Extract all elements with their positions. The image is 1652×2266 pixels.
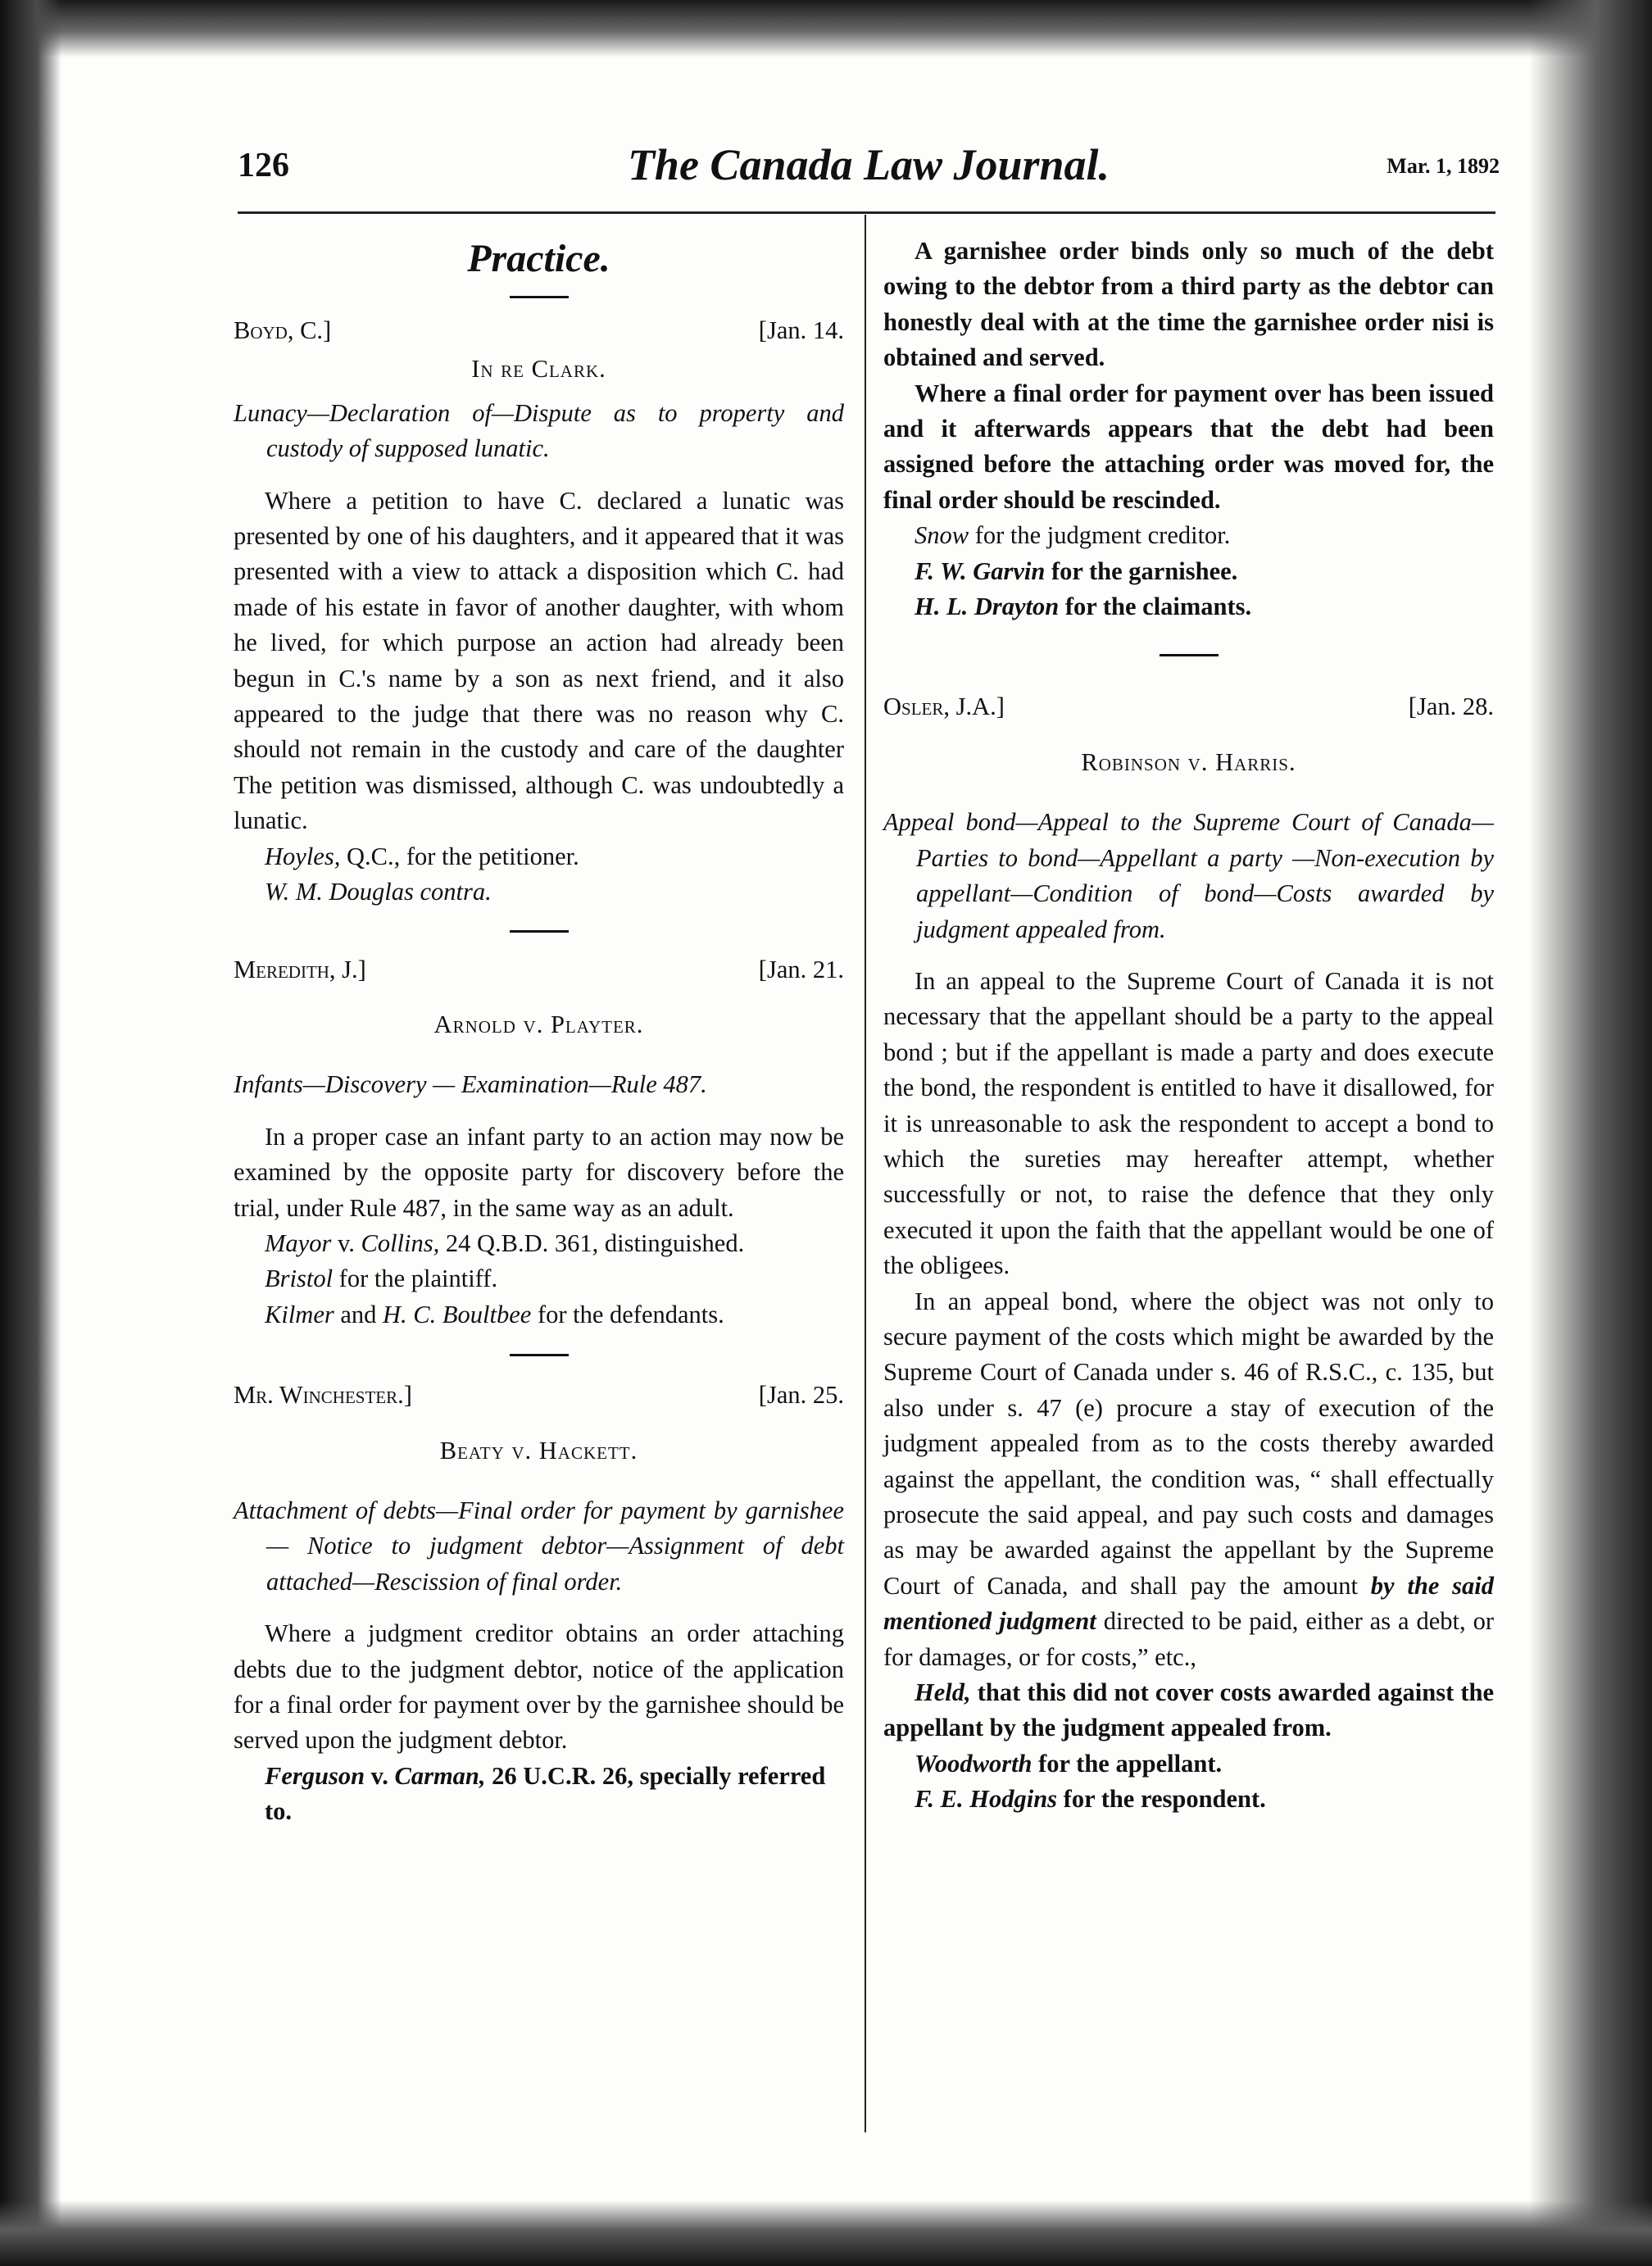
- case-body: Where a petition to have C. declared a lunatic was presented by one of his daughters, and it appeared that it was presented with a view to attack a disposition which C. had made of his estate in favor of another daughter, with whom he lived, for which purpose an action had already been begun in C.'s name by a son as next friend, and it also appeared to the judge that there was no reason why C. should not remain in the custody and care of the daughter The petition was dismissed, although C. was undoubtedly a lunatic.: [234, 486, 844, 835]
- citation-ref: 24 Q.B.D. 361, distinguished.: [439, 1228, 745, 1257]
- counsel-name: H. L. Drayton: [914, 593, 1060, 621]
- case-body: In an appeal to the Supreme Court of Canada it is not necessary that the appellant should be a party to the appeal bond ; but if the appellant is made a party and does execute the bond, the respondent is entitled to have it disallowed, for it is unreasonable to ask the respondent to accept a bond to which the sureties may hereafter attempt, whether successfully or not, to raise the defence that they only executed it upon the faith that the appellant would be one of the obligees.: [883, 966, 1494, 1280]
- case-date: [Jan. 21.: [758, 955, 844, 983]
- counsel-role: for the respondent.: [1057, 1785, 1266, 1814]
- case-title: Arnold v. Playter.: [433, 1010, 644, 1038]
- counsel-role: for the plaintiff.: [333, 1265, 498, 1293]
- counsel-and: and: [334, 1300, 384, 1328]
- held-label: Held,: [914, 1678, 971, 1707]
- citation-party: Collins,: [361, 1228, 440, 1257]
- scan-edge-right: [1529, 0, 1652, 2266]
- citation-line: [234, 1759, 844, 1830]
- journal-title: The Canada Law Journal.: [627, 140, 1110, 189]
- holding: [883, 1675, 1494, 1746]
- case-judge-line: [234, 1378, 844, 1413]
- scan-edge-left: [0, 0, 61, 2266]
- citation-v: v.: [331, 1228, 361, 1257]
- counsel-name: H. C. Boultbee: [383, 1300, 532, 1328]
- counsel-name: Hoyles,: [265, 842, 341, 870]
- citation-party: Ferguson: [265, 1761, 365, 1790]
- case-body: A garnishee order binds only so much of the debt owing to the debtor from a third party as the debtor can honestly deal with at the time the garnishee order nisi is obtained and served.: [883, 237, 1494, 372]
- judge-name: Osler, J.A.]: [883, 693, 1005, 721]
- case-separator: [510, 930, 569, 933]
- case-judge-line: [234, 313, 844, 348]
- case-title: Robinson v. Harris.: [1081, 747, 1296, 776]
- case-separator: [1160, 654, 1219, 656]
- case-title: In re Clark.: [471, 355, 606, 384]
- page-header: [238, 139, 1500, 197]
- body-text: In an appeal bond, where the object was not only to secure payment of the costs which might be awarded by the Supreme Court of Canada under s. 46 of R.S.C., c. 135, but also under s. 47 (e) procure a stay of execution of the judgment appealed from as to the costs thereby awarded against the appellant, the condition was, “ shall effectually prosecute the said appeal, and pay such costs and damages as may be awarded against the appellant by the Supreme Court of Canada, and shall pay the amount: [883, 1287, 1494, 1600]
- case-topic: Infants—Discovery — Examination—Rule 487.: [234, 1070, 707, 1099]
- citation-v: v.: [365, 1761, 395, 1790]
- counsel-role: for the garnishee.: [1045, 556, 1238, 585]
- section-title: Practice.: [467, 237, 610, 280]
- counsel-line: [883, 589, 1494, 624]
- scan-edge-top: [0, 0, 1652, 57]
- case-body: [883, 1284, 1494, 1675]
- body-text: directed to be paid, either as a debt, or for damages, or for costs,” etc.,: [883, 1607, 1494, 1671]
- counsel-name: Kilmer: [265, 1300, 334, 1328]
- case-topic: Attachment of debts—Final order for payment by garnishee — Notice to judgment debtor—Assignment of debt attached—Rescission of final order.: [234, 1496, 844, 1596]
- column-divider: [865, 215, 866, 2132]
- judge-name: Mr. Winchester.]: [234, 1381, 412, 1410]
- section-rule: [510, 296, 569, 298]
- counsel-name: Snow: [914, 521, 969, 550]
- case-judge-line: [234, 952, 844, 988]
- judge-name: Boyd, C.]: [234, 316, 332, 344]
- counsel-line: [883, 554, 1494, 589]
- counsel-line: [234, 874, 844, 910]
- counsel-name: Bristol: [265, 1265, 334, 1293]
- counsel-name: F. E. Hodgins: [914, 1785, 1058, 1814]
- counsel-line: [883, 1782, 1494, 1817]
- right-column: [883, 234, 1494, 1818]
- case-title: Beaty v. Hackett.: [439, 1436, 638, 1464]
- page-number: 126: [238, 147, 289, 184]
- citation-line: [234, 1226, 844, 1261]
- scan-edge-bottom: [0, 2200, 1652, 2266]
- counsel-role: for the claimants.: [1059, 593, 1252, 621]
- case-body: Where a judgment creditor obtains an order attaching debts due to the judgment debtor, notice of the application for a final order for payment over by the garnishee should be served upon the judgment debtor.: [234, 1619, 844, 1755]
- counsel-line: [234, 1297, 844, 1333]
- case-body: In a proper case an infant party to an action may now be examined by the opposite party for discovery before the trial, under Rule 487, in the same way as an adult.: [234, 1122, 844, 1222]
- judge-name: Meredith, J.]: [234, 955, 366, 983]
- counsel-line: [234, 1261, 844, 1296]
- citation-party: Carman,: [394, 1761, 486, 1790]
- case-topic: Lunacy—Declaration of—Dispute as to property and custody of supposed lunatic.: [234, 398, 844, 463]
- counsel-line: [883, 518, 1494, 553]
- counsel-line: [883, 1746, 1494, 1782]
- case-topic: Appeal bond—Appeal to the Supreme Court of Canada—Parties to bond—Appellant a party —Non-execution by appellant—Condition of bond—Costs awarded by judgment appealed from.: [883, 808, 1494, 943]
- counsel-name: W. M. Douglas contra.: [265, 878, 492, 906]
- counsel-role: for the judgment creditor.: [969, 521, 1231, 550]
- case-date: [Jan. 25.: [758, 1381, 844, 1410]
- case-date: [Jan. 28.: [1408, 693, 1494, 721]
- header-rule: [238, 211, 1495, 214]
- body-emphasis: by the said mentioned judgment: [883, 1571, 1495, 1636]
- citation-party: Mayor: [265, 1228, 332, 1257]
- case-date: [Jan. 14.: [758, 316, 844, 344]
- issue-date: Mar. 1, 1892: [1386, 154, 1500, 178]
- case-separator: [510, 1354, 569, 1356]
- citation-ref: 26 U.C.R. 26, specially referred to.: [265, 1761, 826, 1826]
- counsel-role: for the appellant.: [1032, 1749, 1223, 1778]
- counsel-name: Woodworth: [914, 1749, 1032, 1778]
- left-column: [234, 234, 844, 1830]
- counsel-name: F. W. Garvin: [914, 556, 1046, 585]
- case-body: Where a final order for payment over has been issued and it afterwards appears that the debt had been assigned before the attaching order was moved for, the final order should be rescinded.: [883, 379, 1494, 514]
- counsel-role: for the defendants.: [531, 1300, 724, 1328]
- case-judge-line: [883, 689, 1494, 724]
- counsel-role: Q.C., for the petitioner.: [340, 842, 579, 870]
- holding-text: that this did not cover costs awarded against the appellant by the judgment appealed from.: [883, 1678, 1494, 1742]
- counsel-line: [234, 839, 844, 874]
